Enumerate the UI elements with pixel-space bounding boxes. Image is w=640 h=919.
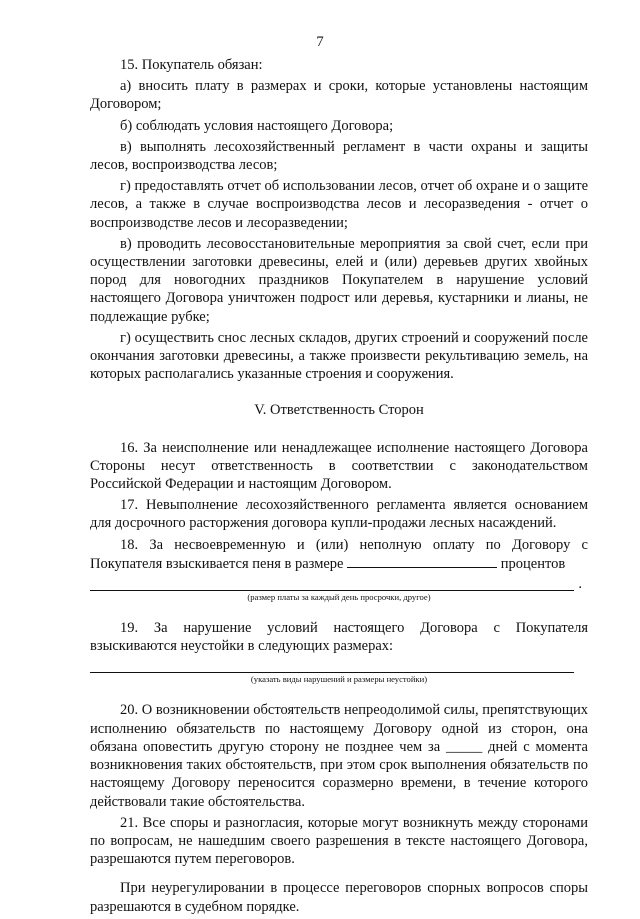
para-18-unit: процентов (500, 555, 566, 572)
section-heading: V. Ответственность Сторон (254, 402, 424, 419)
para-15-item-v2: в) проводить лесовосстановительные мероприятия за свой счет, если при осуществлении заготовки древесины, елей и (или) деревьев других хвойных пород для новогодних праздников Покупателем в нарушение условий настоящего Договора уничтожен подрост или деревья, кустарники и лианы, не подлежащие рубке; (90, 235, 588, 325)
forfeit-hint: (указать виды нарушений и размеры неустойки) (250, 674, 428, 685)
para-15-item-v: в) выполнять лесохозяйственный регламент в части охраны и защиты лесов, воспроизводства лесов; (90, 138, 588, 174)
penalty-blank (347, 554, 497, 568)
para-15-item-a: а) вносить плату в размерах и сроки, которые установлены настоящим Договором; (90, 78, 588, 113)
page-number: 7 (316, 34, 324, 50)
penalty-line (90, 577, 588, 603)
para-20 (90, 701, 588, 810)
para-17: 17. Невыполнение лесохозяйственного регламента является основанием для досрочного расторжения договора купли-продажи лесных насаждений. (90, 497, 588, 532)
para-21: 21. Все споры и разногласия, которые могут возникнуть между сторонами по вопросам, не нашедшим своего разрешения в тексте настоящего Договора, разрешаются путем переговоров. (90, 814, 588, 868)
para-16: 16. За неисполнение или ненадлежащее исполнение настоящего Договора Стороны несут ответственность в соответствии с законодательством Российской Федерации и настоящим Договором. (90, 439, 588, 493)
para-20-after: дней с момента возникновения таких обстоятельств, при этом срок выполнения обязательств по настоящему Договору переносится соразмерно времени, в течение которого действовали такие обстоятельства. (90, 738, 588, 810)
days-blank: _____ (446, 738, 483, 755)
para-15-item-g: г) предоставлять отчет об использовании лесов, отчет об охране и о защите лесов, а также в случае воспроизводства лесов и лесоразведения - отчет о воспроизводстве лесов и лесоразведении; (90, 178, 588, 231)
para-15-title: 15. Покупатель обязан: (120, 57, 263, 73)
para-21-court: При неурегулировании в процессе переговоров спорных вопросов споры разрешаются в судебном порядке. (90, 880, 588, 915)
para-15-item-g2: г) осуществить снос лесных складов, других строений и сооружений после окончания заготовки древесины, а также произвести рекультивацию земель, на которых располагались указанные строения и сооружения. (90, 329, 588, 383)
para-18-text: 18. За несвоевременную и (или) неполную оплату по Договору с Покупателя взыскивается пеня в размере (90, 536, 588, 572)
penalty-line-end: . (578, 575, 582, 592)
para-18 (90, 536, 588, 573)
para-19: 19. За нарушение условий настоящего Договора с Покупателя взыскиваются неустойки в следующих размерах: (90, 620, 588, 655)
para-20-before: 20. О возникновении обстоятельств непреодолимой силы, препятствующих исполнению обязательств по настоящему Договору одной из сторон, она обязана оповестить другую сторону не позднее чем за (90, 702, 588, 755)
forfeit-line (90, 659, 588, 685)
document-body (90, 56, 588, 919)
para-15-item-b: б) соблюдать условия настоящего Договора; (120, 117, 394, 134)
penalty-hint: (размер платы за каждый день просрочки, другое) (247, 592, 431, 603)
